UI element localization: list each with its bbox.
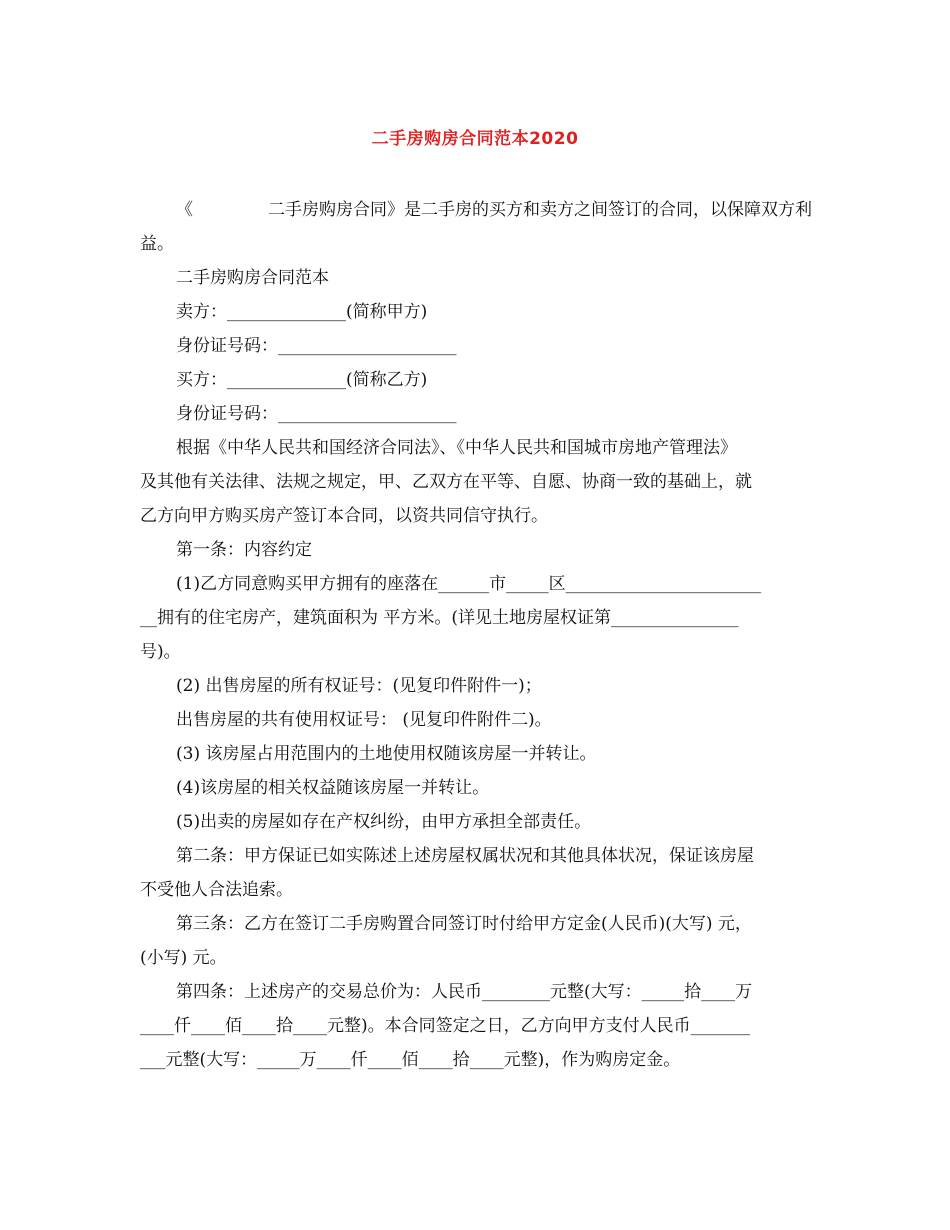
document-body	[140, 193, 812, 1077]
paragraph-segment: 《	[176, 200, 193, 220]
paragraph-line: 卖方：______________(简称甲方)	[176, 302, 428, 322]
paragraph-line	[140, 193, 812, 227]
paragraph-line: 不受他人合法追索。	[140, 880, 293, 900]
document-title: 二手房购房合同范本2020	[371, 129, 579, 149]
paragraph-line: (5)出卖的房屋如存在产权纠纷，由甲方承担全部责任。	[176, 812, 592, 832]
paragraph-line: (3) 该房屋占用范围内的土地使用权随该房屋一并转让。	[176, 744, 597, 764]
paragraph-line: (4)该房屋的相关权益随该房屋一并转让。	[176, 778, 490, 798]
paragraph-line: 第二条：甲方保证已如实陈述上述房屋权属状况和其他具体状况，保证该房屋	[176, 846, 754, 866]
paragraph-line: ____仟____佰____拾____元整)。本合同签定之日，乙方向甲方支付人民币_______	[140, 1016, 751, 1036]
paragraph-line: 第四条：上述房产的交易总价为：人民币________元整(大写：_____拾____万	[176, 982, 753, 1002]
paragraph-line: 出售房屋的共有使用权证号： (见复印件附件二)。	[176, 710, 552, 730]
paragraph-line: 身份证号码：_____________________	[176, 404, 457, 424]
paragraph-line: 乙方向甲方购买房产签订本合同，以资共同信守执行。	[140, 506, 548, 526]
paragraph-line: 第一条：内容约定	[176, 540, 312, 560]
paragraph-line: 益。	[140, 234, 174, 254]
paragraph-line: 及其他有关法律、法规之规定，甲、乙双方在平等、自愿、协商一致的基础上，就	[140, 472, 752, 492]
paragraph-line: 买方：______________(简称乙方)	[176, 370, 428, 390]
paragraph-segment: 二手房购房合同》是二手房的买方和卖方之间签订的合同，以保障双方利	[268, 200, 812, 220]
paragraph-line: 号)。	[140, 642, 181, 662]
paragraph-line: 第三条：乙方在签订二手房购置合同签订时付给甲方定金(人民币)(大写) 元，	[176, 914, 752, 934]
paragraph-line: (2) 出售房屋的所有权证号：(见复印件附件一)；	[176, 676, 542, 696]
paragraph-line: (1)乙方同意购买甲方拥有的座落在______市_____区_______________________	[176, 574, 762, 594]
paragraph-line: 二手房购房合同范本	[176, 268, 329, 288]
paragraph-line: ___元整(大写：_____万____仟____佰____拾____元整)，作为购房定金。	[140, 1050, 681, 1070]
paragraph-line: __拥有的住宅房产，建筑面积为 平方米。(详见土地房屋权证第_______________	[140, 608, 739, 628]
paragraph-line: 身份证号码：_____________________	[176, 336, 457, 356]
paragraph-line: (小写) 元。	[140, 948, 227, 968]
paragraph-line: 根据《中华人民共和国经济合同法》、《中华人民共和国城市房地产管理法》	[176, 438, 737, 458]
